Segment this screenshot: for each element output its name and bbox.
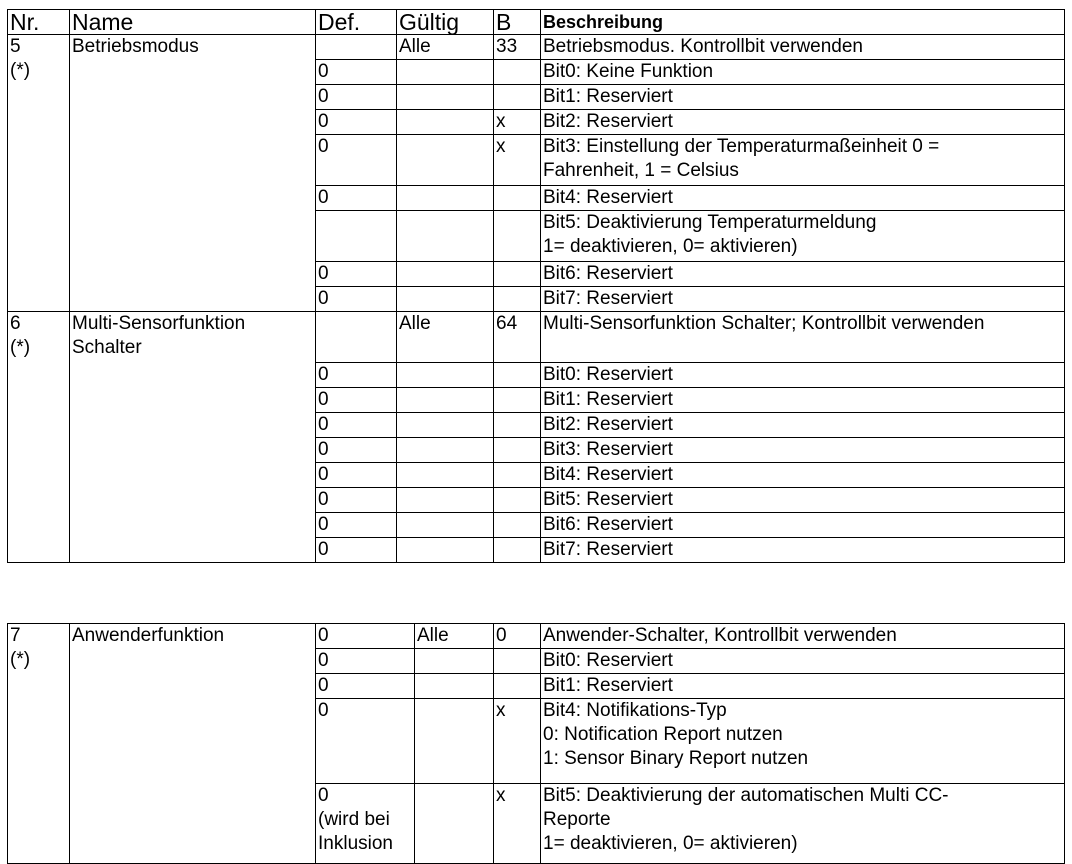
- param6-b: 64: [494, 312, 541, 363]
- bit-b: [494, 438, 541, 463]
- bit-gueltig: [397, 262, 494, 287]
- bit-gueltig: [397, 135, 494, 186]
- bit-b: [494, 413, 541, 438]
- table-row: [8, 35, 1065, 60]
- parameter-table-1: [7, 9, 1065, 563]
- bit-def: 0 (wird bei Inklusion: [316, 784, 415, 864]
- param7-name: Anwenderfunktion: [70, 624, 316, 864]
- bit-gueltig: [397, 538, 494, 563]
- bit-gueltig: [415, 674, 494, 699]
- bit-desc: Bit1: Reserviert: [541, 674, 1065, 699]
- bit-b: [494, 186, 541, 211]
- param6-desc: Multi-Sensorfunktion Schalter; Kontrollbit verwenden: [541, 312, 1065, 363]
- header-gueltig: Gültig: [397, 10, 494, 35]
- bit-b: [494, 211, 541, 262]
- table-row: [8, 624, 1065, 649]
- bit-def: 0: [316, 674, 415, 699]
- param6-name: Multi-Sensorfunktion Schalter: [70, 312, 316, 563]
- bit-b: [494, 463, 541, 488]
- bit-desc: Bit7: Reserviert: [541, 538, 1065, 563]
- bit-desc: Bit0: Reserviert: [541, 649, 1065, 674]
- param7-nr: 7 (*): [8, 624, 70, 864]
- bit-desc: Bit0: Reserviert: [541, 363, 1065, 388]
- bit-b: [494, 513, 541, 538]
- bit-desc: Bit1: Reserviert: [541, 388, 1065, 413]
- bit-desc: Bit0: Keine Funktion: [541, 60, 1065, 85]
- bit-desc: Bit3: Einstellung der Temperaturmaßeinheit 0 = Fahrenheit, 1 = Celsius: [541, 135, 1065, 186]
- bit-desc: Bit7: Reserviert: [541, 287, 1065, 312]
- bit-desc: Bit5: Deaktivierung Temperaturmeldung 1= deaktivieren, 0= aktivieren): [541, 211, 1065, 262]
- param6-def: [316, 312, 397, 363]
- bit-b: [494, 538, 541, 563]
- bit-def: 0: [316, 438, 397, 463]
- bit-desc: Bit2: Reserviert: [541, 110, 1065, 135]
- header-def: Def.: [316, 10, 397, 35]
- bit-b: x: [494, 784, 541, 864]
- bit-b: [494, 674, 541, 699]
- bit-gueltig: [397, 438, 494, 463]
- param7-b: 0: [494, 624, 541, 649]
- bit-def: 0: [316, 413, 397, 438]
- bit-gueltig: [397, 513, 494, 538]
- bit-desc: Bit3: Reserviert: [541, 438, 1065, 463]
- bit-def: 0: [316, 699, 415, 784]
- bit-desc: Bit5: Reserviert: [541, 488, 1065, 513]
- param7-def: 0: [316, 624, 415, 649]
- bit-gueltig: [397, 287, 494, 312]
- bit-gueltig: [397, 186, 494, 211]
- bit-desc: Bit6: Reserviert: [541, 262, 1065, 287]
- header-nr: Nr.: [8, 10, 70, 35]
- param5-gueltig: Alle: [397, 35, 494, 60]
- param6-gueltig: Alle: [397, 312, 494, 363]
- bit-gueltig: [397, 488, 494, 513]
- bit-b: [494, 649, 541, 674]
- bit-desc: Bit1: Reserviert: [541, 85, 1065, 110]
- bit-def: 0: [316, 538, 397, 563]
- bit-b: [494, 85, 541, 110]
- bit-def: 0: [316, 85, 397, 110]
- bit-b: [494, 363, 541, 388]
- bit-def: 0: [316, 110, 397, 135]
- bit-desc: Bit5: Deaktivierung der automatischen Multi CC- Reporte 1= deaktivieren, 0= aktivieren): [541, 784, 1065, 864]
- bit-b: [494, 388, 541, 413]
- bit-desc: Bit4: Reserviert: [541, 463, 1065, 488]
- bit-desc: Bit4: Reserviert: [541, 186, 1065, 211]
- param5-b: 33: [494, 35, 541, 60]
- bit-gueltig: [397, 363, 494, 388]
- bit-gueltig: [415, 784, 494, 864]
- bit-b: [494, 287, 541, 312]
- bit-def: 0: [316, 363, 397, 388]
- bit-def: 0: [316, 60, 397, 85]
- bit-b: [494, 262, 541, 287]
- param5-nr: 5 (*): [8, 35, 70, 312]
- bit-def: [316, 211, 397, 262]
- bit-gueltig: [415, 699, 494, 784]
- param5-desc: Betriebsmodus. Kontrollbit verwenden: [541, 35, 1065, 60]
- bit-gueltig: [397, 211, 494, 262]
- bit-def: 0: [316, 388, 397, 413]
- param7-desc: Anwender-Schalter, Kontrollbit verwenden: [541, 624, 1065, 649]
- bit-def: 0: [316, 262, 397, 287]
- header-row: [8, 10, 1065, 35]
- bit-def: 0: [316, 186, 397, 211]
- bit-def: 0: [316, 488, 397, 513]
- bit-gueltig: [397, 413, 494, 438]
- header-beschreibung: Beschreibung: [541, 10, 1065, 35]
- table-row: [8, 312, 1065, 363]
- param5-def: [316, 35, 397, 60]
- bit-gueltig: [397, 60, 494, 85]
- header-name: Name: [70, 10, 316, 35]
- bit-desc: Bit6: Reserviert: [541, 513, 1065, 538]
- bit-b: x: [494, 135, 541, 186]
- param5-name: Betriebsmodus: [70, 35, 316, 312]
- bit-b: x: [494, 110, 541, 135]
- bit-gueltig: [397, 388, 494, 413]
- bit-b: [494, 488, 541, 513]
- bit-gueltig: [397, 85, 494, 110]
- param7-gueltig: Alle: [415, 624, 494, 649]
- bit-gueltig: [397, 463, 494, 488]
- bit-gueltig: [415, 649, 494, 674]
- parameter-table-2: [7, 623, 1065, 864]
- header-b: B: [494, 10, 541, 35]
- bit-def: 0: [316, 463, 397, 488]
- bit-b: [494, 60, 541, 85]
- bit-gueltig: [397, 110, 494, 135]
- bit-desc: Bit2: Reserviert: [541, 413, 1065, 438]
- bit-def: 0: [316, 135, 397, 186]
- bit-b: x: [494, 699, 541, 784]
- bit-def: 0: [316, 649, 415, 674]
- bit-def: 0: [316, 513, 397, 538]
- bit-desc: Bit4: Notifikations-Typ 0: Notification Report nutzen 1: Sensor Binary Report nutzen: [541, 699, 1065, 784]
- param6-nr: 6 (*): [8, 312, 70, 563]
- bit-def: 0: [316, 287, 397, 312]
